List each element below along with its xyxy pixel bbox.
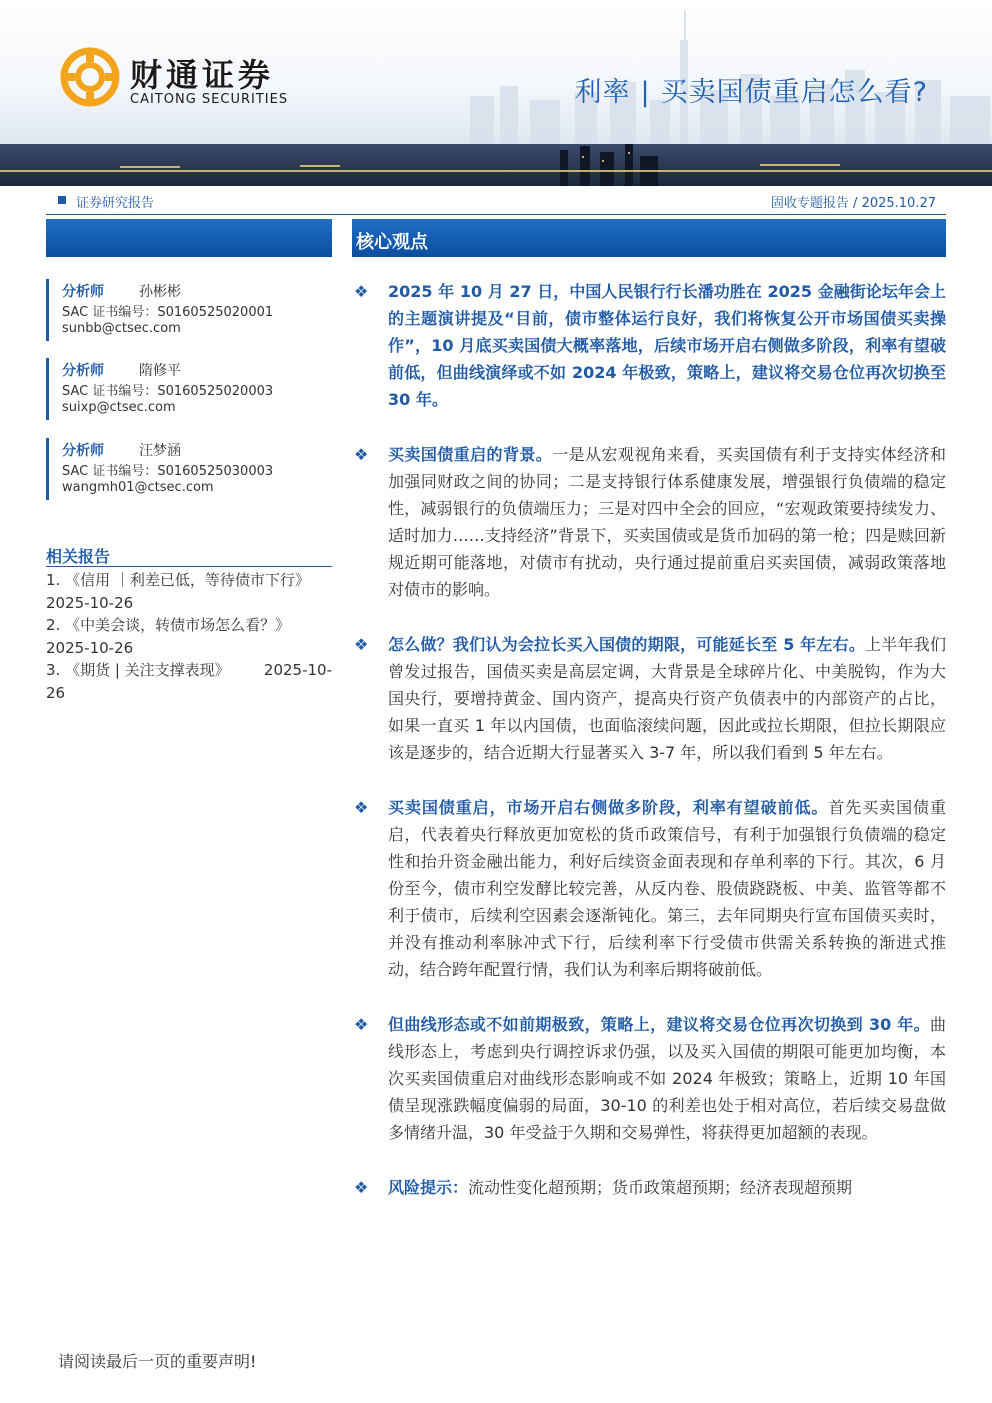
title-topic: 买卖国债重启怎么看? — [660, 77, 928, 108]
logo-text-cn: 财通证券 — [130, 56, 275, 94]
analyst-role: 分析师 — [62, 443, 104, 459]
core-views-header-bar — [352, 219, 946, 257]
point-body: 一是从宏观视角来看，买卖国债有利于支持实体经济和加强同财政之间的协同；二是支持银行体系健康发展，增强银行负债端的稳定性，减弱银行的负债端压力；三是对四中全会的回应，“宏观政策要持续发力、适时加力……支持经济”背景下，买卖国债或是货币加码的第一枪；四是赎回新规近期可能落地，对债市有扰动，央行通过提前重启买卖国债，减弱政策落地对债市的影响。 — [388, 445, 946, 599]
point-body: 流动性变化超预期；货币政策超预期；经济表现超预期 — [468, 1178, 853, 1197]
core-views-title: 核心观点 — [356, 232, 428, 253]
diamond-bullet-icon: ❖ — [354, 445, 369, 464]
point-heading: 买卖国债重启的背景。 — [388, 445, 553, 464]
left-column-header-bar — [46, 219, 332, 257]
core-view-point — [352, 1011, 946, 1146]
diamond-bullet-icon: ❖ — [354, 1178, 369, 1197]
core-view-point — [352, 441, 946, 603]
analyst-sac: SAC 证书编号：S0160525020003 — [62, 384, 274, 399]
title-separator: | — [640, 77, 651, 108]
analyst-sac: SAC 证书编号：S0160525020001 — [62, 305, 274, 320]
core-view-point — [352, 794, 946, 983]
related-reports-list — [46, 569, 332, 704]
point-heading: 但曲线形态或不如前期极致，策略上，建议将交易仓位再次切换到 30 年。 — [388, 1015, 930, 1034]
related-reports-title: 相关报告 — [46, 547, 111, 566]
related-report-title[interactable]: 3. 《期货 | 关注支撑表现》 — [46, 661, 230, 679]
report-title — [575, 70, 928, 109]
point-heading: 买卖国债重启，市场开启右侧做多阶段，利率有望破前低。 — [388, 798, 829, 817]
subheader — [46, 189, 946, 215]
analyst-email[interactable]: sunbb@ctsec.com — [62, 321, 181, 336]
analyst-name: 孙彬彬 — [139, 284, 181, 300]
diamond-bullet-icon: ❖ — [354, 635, 369, 654]
related-report-link[interactable] — [46, 614, 332, 637]
point-body: 首先买卖国债重启，代表着央行释放更加宽松的货币政策信号，有利于加强银行负债端的稳定性和抬升资金融出能力，利好后续资金面表现和存单利率的下行。其次，6 月份至今，债市利空发酵比较完善，从反内卷、股债跷跷板、中美、监管等都不利于债市，后续利空因素会逐渐钝化。第三，去年同期央行宣布国债买卖时，并没有推动利率脉冲式下行，后续利率下行受债市供需关系转换的渐进式推动，结合跨年配置行情，我们认为利率后期将破前低。 — [388, 798, 946, 979]
analyst-card — [46, 358, 332, 420]
related-report-date — [46, 592, 332, 615]
core-view-point — [352, 1174, 946, 1201]
analyst-role: 分析师 — [62, 363, 104, 379]
related-report-date — [46, 682, 332, 705]
related-report-date — [46, 637, 332, 660]
caitong-logo — [60, 44, 300, 114]
related-report-title[interactable]: 2. 《中美会谈，转债市场怎么看？》 — [46, 616, 291, 634]
core-view-point — [352, 631, 946, 766]
logo-text-en: CAITONG SECURITIES — [130, 92, 289, 107]
header-divider — [46, 214, 946, 215]
analyst-email[interactable]: suixp@ctsec.com — [62, 400, 176, 415]
report-type: 证券研究报告 — [76, 196, 155, 211]
report-series-date: 固收专题报告 / 2025.10.27 — [770, 196, 936, 211]
analyst-sac: SAC 证书编号：S0160525030003 — [62, 464, 274, 479]
diamond-bullet-icon: ❖ — [354, 282, 369, 301]
logo-emblem-icon — [60, 44, 120, 110]
analyst-email[interactable]: wangmh01@ctsec.com — [62, 480, 214, 495]
related-report-link[interactable] — [46, 659, 332, 682]
related-report-link[interactable] — [46, 569, 332, 592]
point-heading: 风险提示： — [388, 1178, 469, 1197]
related-report-date-text: 2025-10-26 — [46, 593, 134, 612]
disclaimer-note: 请阅读最后一页的重要声明! — [58, 1352, 257, 1371]
title-category: 利率 — [574, 77, 631, 108]
diamond-bullet-icon: ❖ — [354, 798, 369, 817]
analyst-card — [46, 279, 332, 341]
analyst-card — [46, 438, 332, 500]
related-report-title[interactable]: 1. 《信用 ｜利差已低，等待债市下行》 — [46, 571, 310, 589]
point-heading: 怎么做？我们认为会拉长买入国债的期限，可能延长至 5 年左右。 — [388, 635, 866, 654]
analyst-name: 汪梦涵 — [139, 443, 181, 459]
point-body: 上半年我们曾发过报告，国债买卖是高层定调，大背景是全球碎片化、中美脱钩，作为大国央行，要增持黄金、国内资产，提高央行资产负债表中的内部资产的占比，如果一直买 1 年以内国债，也面临滚续问题，因此或拉长期限，但拉长期限应该是逐步的，结合近期大行显著买入 3-7 年，所以我们看到 5 年左右。 — [388, 635, 946, 762]
analyst-role: 分析师 — [62, 284, 104, 300]
header-banner — [0, 0, 992, 186]
related-report-date-text: 2025-10- — [263, 661, 332, 679]
related-report-date-text: 2025-10-26 — [46, 638, 134, 657]
related-reports-divider — [46, 566, 332, 567]
diamond-bullet-icon: ❖ — [354, 1015, 369, 1034]
point-body: 曲线形态上，考虑到央行调控诉求仍强，以及买入国债的期限可能更加均衡，本次买卖国债重启对曲线形态影响或不如 2024 年极致；策略上，近期 10 年国债呈现涨跌幅度偏弱的局面，30-10 的利差也处于相对高位，若后续交易盘做多情绪升温，30 年受益于久期和交易弹性，将获得更加超额的表现。 — [388, 1015, 946, 1142]
core-view-lead — [352, 278, 946, 413]
core-views-list — [352, 278, 946, 1229]
analyst-name: 隋修平 — [139, 363, 181, 379]
lead-text: 2025 年 10 月 27 日，中国人民银行行长潘功胜在 2025 金融街论坛年会上的主题演讲提及“目前，债市整体运行良好，我们将恢复公开市场国债买卖操作”，10 月底买卖国债大概率落地，后续市场开启右侧做多阶段，利率有望破前低，但曲线演绎或不如 2024 年极致，策略上，建议将交易仓位再次切换至 30 年。 — [388, 282, 946, 409]
related-report-date-text: 26 — [46, 683, 66, 702]
square-bullet-icon — [58, 196, 66, 204]
